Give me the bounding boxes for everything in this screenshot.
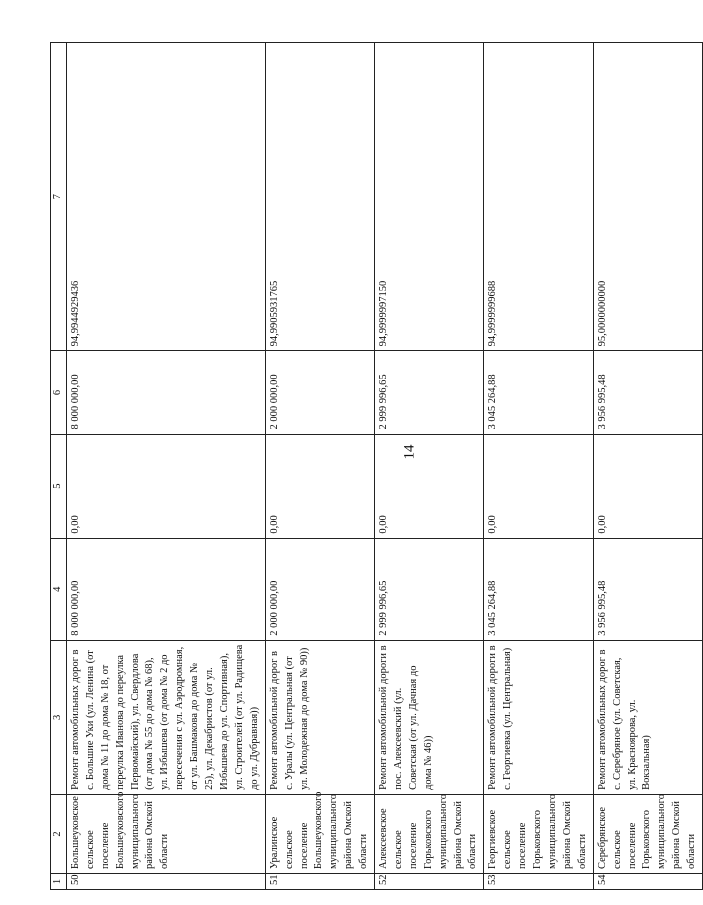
page-number: 14 xyxy=(401,444,418,460)
amount-cell: 3 956 995,48 xyxy=(593,538,702,640)
table-row xyxy=(66,43,265,890)
amount-cell: 3 956 995,48 xyxy=(593,351,702,434)
row-number: 50 xyxy=(66,873,265,889)
amount-cell: 0,00 xyxy=(484,434,593,538)
header-cell: 2 xyxy=(51,794,67,873)
header-row xyxy=(51,43,67,890)
work-cell: Ремонт автомобильной дорог в с. Уралы (ул. Центральная (от ул. Молодежная до дома № 90)) xyxy=(265,640,374,794)
settlement-cell: Большеуковское сельское поселение Большеуковского муниципального района Омской области xyxy=(66,794,265,873)
amount-cell: 0,00 xyxy=(593,434,702,538)
rotated-table-container xyxy=(50,42,698,890)
percent-cell: 94,9999999688 xyxy=(484,43,593,351)
percent-cell: 95,0000000000 xyxy=(593,43,702,351)
table-row xyxy=(484,43,593,890)
amount-cell: 2 999 996,65 xyxy=(375,351,484,434)
amount-cell: 8 000 000,00 xyxy=(66,538,265,640)
work-cell: Ремонт автомобильной дороги в пос. Алексеевский (ул. Советская (от ул. Дачная до дома № 46)) xyxy=(375,640,484,794)
header-cell: 6 xyxy=(51,351,67,434)
amount-cell: 3 045 264,88 xyxy=(484,351,593,434)
work-cell: Ремонт автомобильных дорог в с. Большие Уки (ул. Ленина (от дома № 11 до дома № 18, от переулка Иванова до переулка Первомайский), ул. Свердлова (от дома № 55 до дома № 68), ул. Избышева (от дома № 2 до пересечения с ул. Аэродромная, от ул. Башмакова до дома № 25), ул. Декабристов (от ул. Избышева до ул. Спортивная), ул. Строителей (от ул. Радищева до ул. Дубравная)) xyxy=(66,640,265,794)
percent-cell: 94,9905931765 xyxy=(265,43,374,351)
amount-cell: 2 000 000,00 xyxy=(265,538,374,640)
amount-cell: 0,00 xyxy=(375,434,484,538)
work-cell: Ремонт автомобильной дороги в с. Георгиевка (ул. Центральная) xyxy=(484,640,593,794)
table-row xyxy=(593,43,702,890)
amount-cell: 8 000 000,00 xyxy=(66,351,265,434)
row-number: 51 xyxy=(265,873,374,889)
header-cell: 4 xyxy=(51,538,67,640)
work-cell: Ремонт автомобильных дорог в с. Серебряное (ул. Советская, ул. Красноярова, ул. Вокзальная) xyxy=(593,640,702,794)
header-cell: 7 xyxy=(51,43,67,351)
table-row xyxy=(375,43,484,890)
row-number: 52 xyxy=(375,873,484,889)
header-cell: 5 xyxy=(51,434,67,538)
amount-cell: 2 000 000,00 xyxy=(265,351,374,434)
settlement-cell: Георгиевское сельское поселение Горьковского муниципального района Омской области xyxy=(484,794,593,873)
settlement-cell: Серебрянское сельское поселение Горьковского муниципального района Омской области xyxy=(593,794,702,873)
settlement-cell: Уралинское сельское поселение Большеуковского муниципального района Омской области xyxy=(265,794,374,873)
settlement-cell: Алексеевское сельское поселение Горьковского муниципального района Омской области xyxy=(375,794,484,873)
data-table xyxy=(50,42,703,890)
header-cell: 1 xyxy=(51,873,67,889)
header-cell: 3 xyxy=(51,640,67,794)
percent-cell: 94,9999997150 xyxy=(375,43,484,351)
amount-cell: 3 045 264,88 xyxy=(484,538,593,640)
amount-cell: 0,00 xyxy=(265,434,374,538)
amount-cell: 0,00 xyxy=(66,434,265,538)
row-number: 54 xyxy=(593,873,702,889)
percent-cell: 94,9944929436 xyxy=(66,43,265,351)
row-number: 53 xyxy=(484,873,593,889)
table-row xyxy=(265,43,374,890)
amount-cell: 2 999 996,65 xyxy=(375,538,484,640)
